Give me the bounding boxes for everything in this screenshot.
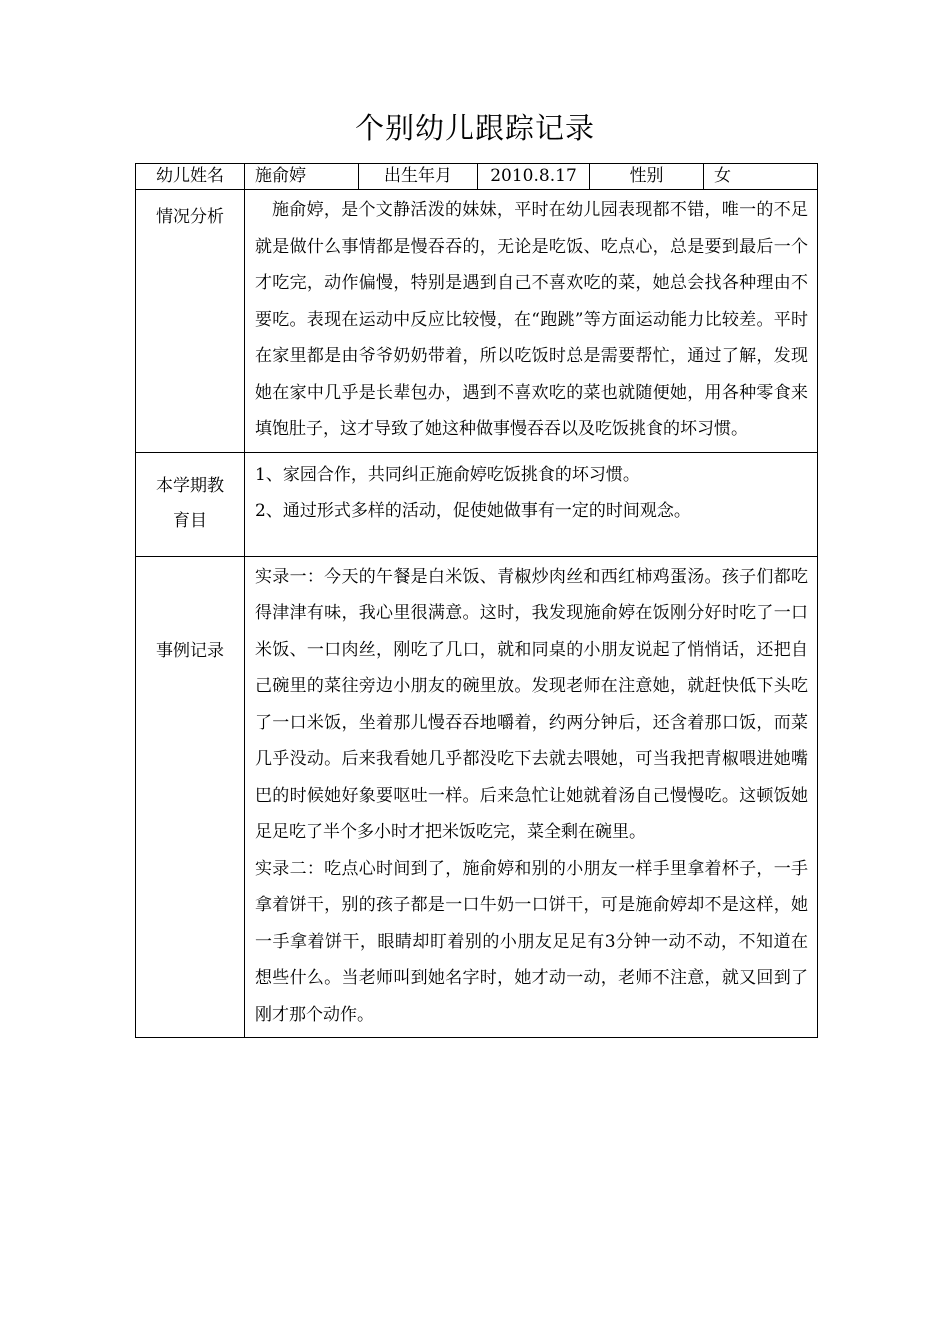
goals-label-line2: 育目	[173, 511, 207, 531]
goal-item: 1、家园合作，共同纠正施俞婷吃饭挑食的坏习惯。	[255, 464, 640, 485]
page-title: 个别幼儿跟踪记录	[354, 111, 595, 145]
events-text-cell	[245, 556, 818, 1038]
goals-row	[136, 452, 818, 556]
events-row	[136, 556, 818, 1038]
birth-value-cell: 2010.8.17	[478, 164, 590, 190]
situation-text-cell	[245, 190, 818, 453]
event-record: 实录一：今天的午餐是白米饭、青椒炒肉丝和西红柿鸡蛋汤。孩子们都吃得津津有味，我心里很满意。这时，我发现施俞婷在饭刚分好时吃了一口米饭、一口肉丝，刚吃了几口，就和同桌的小朋友说起了悄悄话，还把自己碗里的菜往旁边小朋友的碗里放。发现老师在注意她，就赶快低下头吃了一口米饭，坐着那儿慢吞吞地嚼着，约两分钟后，还含着那口饭，而菜几乎没动。后来我看她几乎都没吃下去就去喂她，可当我把青椒喂进她嘴巴的时候她好象要呕吐一样。后来急忙让她就着汤自己慢慢吃。这顿饭她足足吃了半个多小时才把米饭吃完，菜全剩在碗里。	[255, 566, 808, 842]
goal-item: 2、通过形式多样的活动，促使她做事有一定的时间观念。	[255, 501, 691, 521]
name-value-cell: 施俞婷	[245, 164, 359, 190]
situation-text: 施俞婷，是个文静活泼的妹妹，平时在幼儿园表现都不错，唯一的不足就是做什么事情都是慢吞吞的，无论是吃饭、吃点心，总是要到最后一个才吃完，动作偏慢，特别是遇到自己不喜欢吃的菜，她总会找各种理由不要吃。表现在运动中反应比较慢，在“跑跳”等方面运动能力比较差。平时在家里都是由爷爷奶奶带着，所以吃饭时总是需要帮忙，通过了解，发现她在家中几乎是长辈包办，遇到不喜欢吃的菜也就随便她，用各种零食来填饱肚子，这才导致了她这种做事慢吞吞以及吃饭挑食的坏习惯。	[255, 200, 808, 439]
gender-value-cell: 女	[704, 164, 818, 190]
goals-label-line1: 本学期教	[156, 476, 224, 496]
situation-label-cell: 情况分析	[136, 190, 245, 453]
goals-text-cell	[245, 452, 818, 556]
events-label-cell: 事例记录	[136, 556, 245, 1038]
birth-label-cell: 出生年月	[359, 164, 478, 190]
name-label-cell: 幼儿姓名	[136, 164, 245, 190]
gender-label-cell: 性别	[590, 164, 704, 190]
situation-row	[136, 190, 818, 453]
goals-label-cell	[136, 452, 245, 556]
tracking-record-table	[135, 163, 818, 1038]
basic-info-row	[136, 164, 818, 190]
event-record: 实录二：吃点心时间到了，施俞婷和别的小朋友一样手里拿着杯子，一手拿着饼干，别的孩子都是一口牛奶一口饼干，可是施俞婷却不是这样，她一手拿着饼干，眼睛却盯着别的小朋友足足有3分钟一动不动，不知道在想些什么。当老师叫到她名字时，她才动一动，老师不注意，就又回到了刚才那个动作。	[255, 858, 808, 1025]
